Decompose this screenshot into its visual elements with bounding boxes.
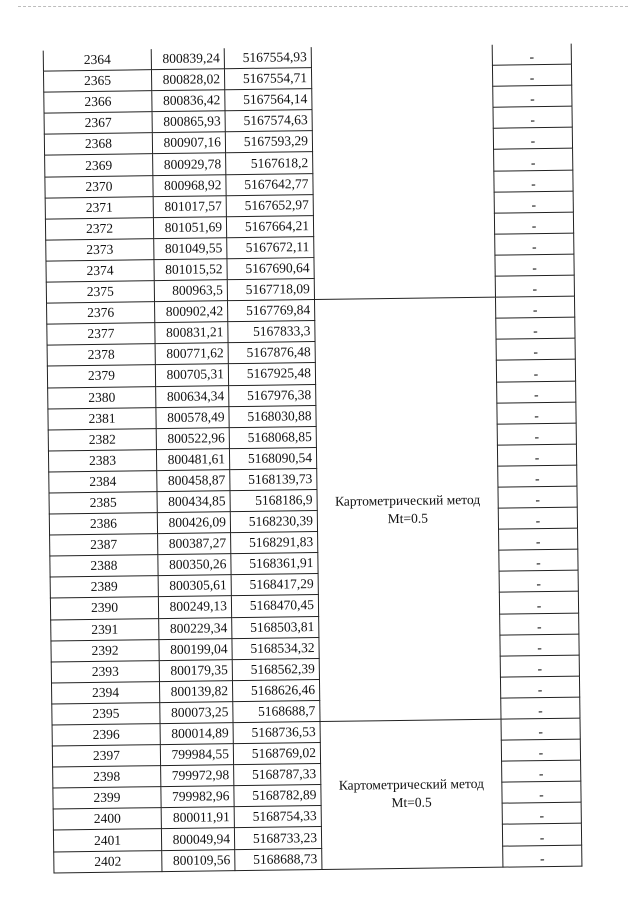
point-number: 2398 <box>53 766 161 789</box>
value-dash: - <box>501 697 580 719</box>
coord-y: 5167564,14 <box>225 89 312 111</box>
point-number: 2373 <box>46 238 154 261</box>
point-number: 2369 <box>45 154 153 177</box>
coord-x: 800963,5 <box>154 280 227 302</box>
point-number: 2396 <box>52 724 160 747</box>
point-number: 2400 <box>53 808 161 831</box>
point-number: 2385 <box>49 492 157 515</box>
coord-y: 5167690,64 <box>227 257 314 279</box>
value-dash: - <box>494 191 573 213</box>
coord-y: 5167876,48 <box>228 342 315 364</box>
point-number: 2374 <box>46 260 154 283</box>
coord-x: 800139,82 <box>159 680 232 702</box>
method-name: Картометрический метод <box>334 491 481 509</box>
coord-x: 800481,61 <box>156 448 229 470</box>
coord-y: 5168068,85 <box>229 426 316 448</box>
value-dash: - <box>497 402 576 424</box>
coord-y: 5168787,33 <box>234 764 321 786</box>
coord-x: 800426,09 <box>157 512 230 534</box>
coord-x: 800522,96 <box>156 427 229 449</box>
value-dash: - <box>495 296 574 318</box>
coord-x: 800929,78 <box>153 153 226 175</box>
method-accuracy: Mt=0.5 <box>387 510 429 526</box>
coord-x: 800634,34 <box>156 385 229 407</box>
value-dash: - <box>495 233 574 255</box>
coord-y: 5168030,88 <box>229 405 316 427</box>
point-number: 2380 <box>48 386 156 409</box>
coord-x: 801051,69 <box>153 216 226 238</box>
coord-y: 5167664,21 <box>226 215 313 237</box>
value-dash: - <box>502 760 581 782</box>
method-cell <box>314 297 501 721</box>
value-dash: - <box>493 128 572 150</box>
value-dash: - <box>492 44 571 66</box>
coord-x: 800434,85 <box>157 491 230 513</box>
point-number: 2383 <box>48 449 156 472</box>
value-dash: - <box>492 64 571 86</box>
coord-x: 800771,62 <box>155 343 228 365</box>
coord-x: 800907,16 <box>152 132 225 154</box>
value-dash: - <box>498 465 577 487</box>
value-dash: - <box>499 528 578 550</box>
point-number: 2378 <box>47 344 155 367</box>
coord-y: 5167769,84 <box>228 300 315 322</box>
coord-y: 5168562,39 <box>232 658 319 680</box>
point-number: 2386 <box>49 513 157 536</box>
point-number: 2371 <box>45 196 153 219</box>
point-number: 2364 <box>43 49 151 71</box>
point-number: 2387 <box>50 534 158 557</box>
value-dash: - <box>497 444 576 466</box>
point-number: 2375 <box>46 281 154 304</box>
coord-x: 800011,91 <box>161 807 234 829</box>
coord-x: 800578,49 <box>156 406 229 428</box>
coord-y: 5167593,29 <box>225 131 312 153</box>
value-dash: - <box>494 149 573 171</box>
coord-y: 5168688,7 <box>233 700 320 722</box>
method-cell <box>320 719 503 869</box>
point-number: 2366 <box>44 91 152 114</box>
coord-x: 800865,93 <box>152 111 225 133</box>
point-number: 2401 <box>53 829 161 852</box>
coord-x: 801017,57 <box>153 195 226 217</box>
coord-y: 5167652,97 <box>226 194 313 216</box>
value-dash: - <box>496 360 575 382</box>
coord-x: 801049,55 <box>154 238 227 260</box>
coord-y: 5167718,09 <box>227 279 314 301</box>
point-number: 2393 <box>51 660 159 683</box>
point-number: 2365 <box>43 70 151 93</box>
point-number: 2390 <box>50 597 158 620</box>
value-dash: - <box>502 824 581 846</box>
point-number: 2379 <box>47 365 155 388</box>
coord-x: 799972,98 <box>161 765 234 787</box>
coord-x: 800109,56 <box>162 849 235 871</box>
value-dash: - <box>496 317 575 339</box>
coord-x: 800229,34 <box>159 617 232 639</box>
coord-x: 800249,13 <box>158 596 231 618</box>
value-dash: - <box>499 549 578 571</box>
value-dash: - <box>502 781 581 803</box>
coord-y: 5167976,38 <box>229 384 316 406</box>
coord-x: 800073,25 <box>160 702 233 724</box>
coord-y: 5168361,91 <box>231 553 318 575</box>
coord-y: 5168139,73 <box>230 468 317 490</box>
value-dash: - <box>499 592 578 614</box>
coord-y: 5168291,83 <box>231 532 318 554</box>
value-dash: - <box>494 170 573 192</box>
coord-y: 5167574,63 <box>225 110 312 132</box>
point-number: 2381 <box>48 407 156 430</box>
method-cell-empty <box>311 45 495 300</box>
coord-y: 5168754,33 <box>234 806 321 828</box>
point-number: 2391 <box>51 618 159 641</box>
coord-x: 800839,24 <box>151 48 224 70</box>
point-number: 2382 <box>48 428 156 451</box>
value-dash: - <box>497 381 576 403</box>
value-dash: - <box>497 423 576 445</box>
coord-x: 800828,02 <box>151 69 224 91</box>
coord-y: 5167925,48 <box>228 363 315 385</box>
value-dash: - <box>500 655 579 677</box>
point-number: 2376 <box>47 302 155 325</box>
coord-x: 800179,35 <box>159 659 232 681</box>
coord-x: 800458,87 <box>157 470 230 492</box>
point-number: 2372 <box>45 217 153 240</box>
value-dash: - <box>501 718 580 740</box>
coord-x: 799984,55 <box>160 744 233 766</box>
point-number: 2368 <box>44 133 152 156</box>
coord-x: 800836,42 <box>152 90 225 112</box>
coord-x: 800902,42 <box>155 301 228 323</box>
value-dash: - <box>495 254 574 276</box>
value-dash: - <box>493 106 572 128</box>
coord-y: 5168503,81 <box>232 616 319 638</box>
value-dash: - <box>495 275 574 297</box>
method-name: Картометрический метод <box>338 776 485 794</box>
value-dash: - <box>500 634 579 656</box>
coord-x: 800014,89 <box>160 723 233 745</box>
point-number: 2370 <box>45 175 153 198</box>
point-number: 2402 <box>54 850 162 873</box>
coord-y: 5167672,11 <box>227 236 314 258</box>
coord-x: 800387,27 <box>158 533 231 555</box>
value-dash: - <box>499 570 578 592</box>
coord-y: 5168626,46 <box>232 679 319 701</box>
coord-x: 800049,94 <box>161 828 234 850</box>
coord-y: 5168688,73 <box>235 848 322 870</box>
point-number: 2392 <box>51 639 159 662</box>
coord-x: 800831,21 <box>155 322 228 344</box>
coord-x: 800305,61 <box>158 575 231 597</box>
value-dash: - <box>498 486 577 508</box>
point-number: 2399 <box>53 787 161 810</box>
coord-x: 799982,96 <box>161 786 234 808</box>
value-dash: - <box>500 676 579 698</box>
value-dash: - <box>494 212 573 234</box>
coord-y: 5167642,77 <box>226 173 313 195</box>
coordinates-table <box>43 44 583 874</box>
coord-y: 5168230,39 <box>230 511 317 533</box>
coord-y: 5167554,93 <box>224 47 311 69</box>
coord-x: 800968,92 <box>153 174 226 196</box>
value-dash: - <box>503 845 582 867</box>
coord-y: 5167554,71 <box>224 68 311 90</box>
value-dash: - <box>502 802 581 824</box>
point-number: 2389 <box>50 576 158 599</box>
coord-y: 5168782,89 <box>234 785 321 807</box>
point-number: 2377 <box>47 323 155 346</box>
coord-x: 800199,04 <box>159 638 232 660</box>
point-number: 2384 <box>49 471 157 494</box>
coord-y: 5167618,2 <box>226 152 313 174</box>
point-number: 2397 <box>52 745 160 768</box>
coord-y: 5168534,32 <box>232 637 319 659</box>
coord-x: 800705,31 <box>155 364 228 386</box>
point-number: 2395 <box>52 703 160 726</box>
point-number: 2394 <box>51 681 159 704</box>
coord-x: 801015,52 <box>154 259 227 281</box>
value-dash: - <box>498 507 577 529</box>
value-dash: - <box>500 613 579 635</box>
method-accuracy: Mt=0.5 <box>391 794 432 811</box>
value-dash: - <box>501 739 580 761</box>
coord-y: 5168769,02 <box>233 743 320 765</box>
value-dash: - <box>496 338 575 360</box>
coord-y: 5168186,9 <box>230 490 317 512</box>
coord-y: 5168090,54 <box>229 447 316 469</box>
coord-y: 5167833,3 <box>228 321 315 343</box>
point-number: 2367 <box>44 112 152 135</box>
value-dash: - <box>493 85 572 107</box>
coord-x: 800350,26 <box>158 554 231 576</box>
coord-y: 5168470,45 <box>231 595 318 617</box>
coord-y: 5168736,53 <box>233 722 320 744</box>
point-number: 2388 <box>50 555 158 578</box>
coord-y: 5168417,29 <box>231 574 318 596</box>
coord-y: 5168733,23 <box>234 827 321 849</box>
